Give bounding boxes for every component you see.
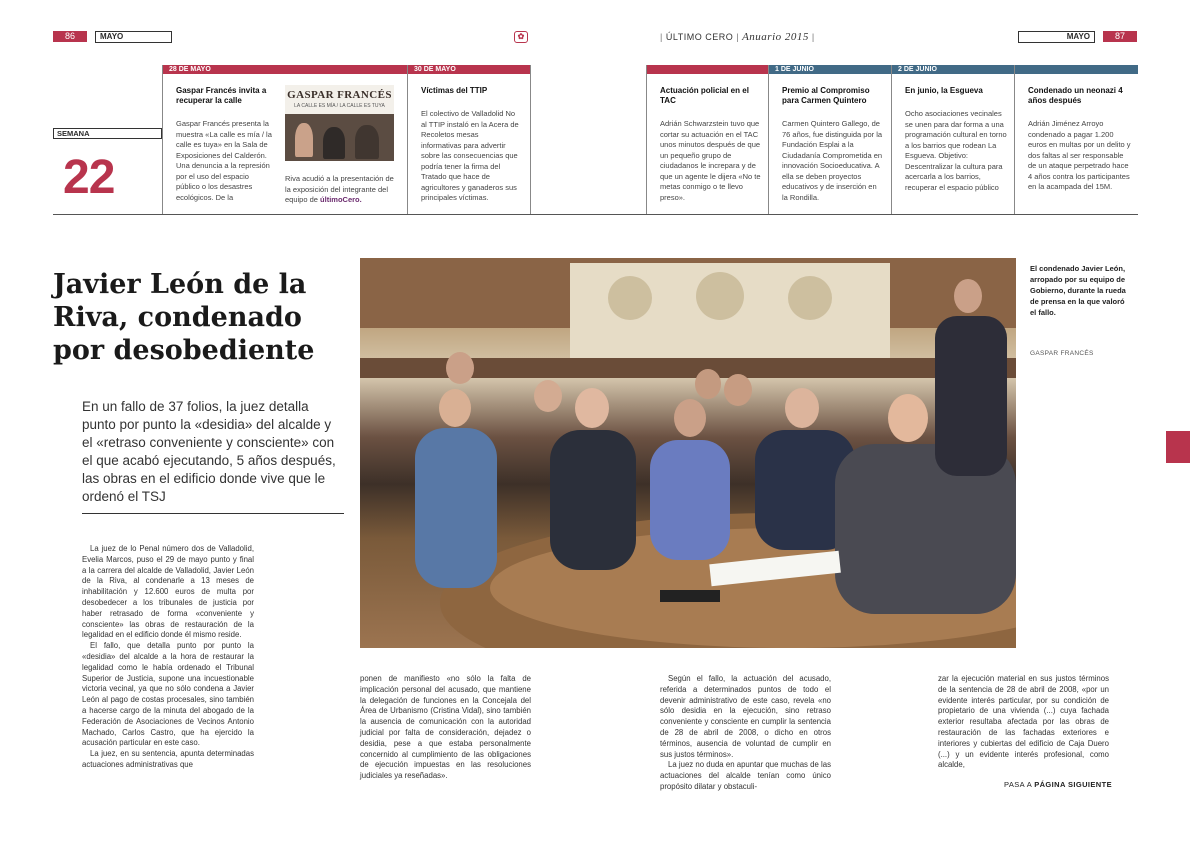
brand-mention: últimoCero. (320, 195, 362, 204)
divider (407, 65, 408, 215)
article-column-4 (938, 674, 1109, 771)
press-conference-illustration (360, 258, 1016, 648)
item-text: El colectivo de Valladolid No al TTIP instaló en la Acera de Recoletos mesas informativas para advertir sobre las consecuencias que podría tener la firma del Tratado que hace de agricultores y ganaderos sus principales víctimas. (421, 109, 519, 202)
paragraph: La juez de lo Penal número dos de Valladolid, Evelia Marcos, puso el 29 de mayo punto y final a la carrera del alcalde de Valladolid, Javier León de la Riva, al condenarle a 13 meses de inhabilitación y 12.600 euros de multa por desobedecer a los tribunales de justicia por haber retrasado de forma «conveniente y consciente» las obras de restauración de la legalidad en el edificio donde él mismo reside. (82, 544, 254, 640)
timeline-item (176, 86, 272, 203)
continue-indicator: PASA A PÁGINA SIGUIENTE (1004, 780, 1112, 789)
photo-caption: El condenado Javier León, arropado por su equipo de Gobierno, durante la rueda de prensa en la que valoró el fallo. (1030, 264, 1126, 317)
timeline-item (660, 86, 762, 203)
divider (646, 65, 647, 215)
photo-subtitle: LA CALLE ES MÍA / LA CALLE ES TUYA (294, 103, 385, 109)
continue-target: PÁGINA SIGUIENTE (1034, 780, 1112, 789)
timeline-item (1028, 86, 1132, 193)
item-text: Adrián Jiménez Arroyo condenado a pagar 1.200 euros en multas por un delito y dos faltas al ser responsable de un ataque perpetrado hace 4 años contra los participantes en la acampada del 15M. (1028, 119, 1131, 191)
week-label: SEMANA (53, 128, 162, 139)
photo-caption: Riva acudió a la presentación de la exposición del integrante del equipo de últimoCero. (285, 174, 394, 204)
divider (891, 65, 892, 215)
timeline-item (782, 86, 884, 203)
deck-rule (82, 513, 344, 514)
timeline-item (421, 86, 521, 204)
article-deck: En un fallo de 37 folios, la juez detalla punto por punto la «desidia» del alcalde y el «retraso conveniente y consciente» con el que acabó ejecutando, 5 años después, las obras en el edificio donde vive que le ordenó el TSJ (82, 399, 336, 504)
item-title: Condenado un neonazi 4 años después (1028, 86, 1123, 105)
date-bar: 2 DE JUNIO (892, 65, 1138, 74)
article-column-1 (82, 544, 254, 771)
brand-name: ÚLTIMO CERO (665, 32, 734, 42)
article-column-2 (360, 674, 531, 782)
month-label-right: MAYO (1018, 31, 1095, 43)
item-text: Carmen Quintero Gallego, de 76 años, fue distinguida por la Fundación Esplai a la Ciudadanía Comprometida en innovación Socioeducativa. A ella se deben proyectos educativos y de inserción en la Rondilla. (782, 119, 883, 202)
timeline-item (905, 86, 1007, 193)
item-title: Premio al Compromiso para Carmen Quintero (782, 86, 870, 105)
date-bar-empty (646, 65, 768, 74)
date-bar: 1 DE JUNIO (769, 65, 891, 74)
week-number: 22 (63, 151, 115, 204)
ultimo-cero-logo-icon: ✿ (514, 31, 528, 43)
paragraph: ponen de manifiesto «no sólo la falta de implicación personal del acusado, que mantiene la delegación de funciones en la Concejala del Área de Urbanismo (Cristina Vidal), sino también la ausencia de comunicación con la autoridad judicial por falta de consideración, dejadez o desidia, pese a que estaba personalmente concernido al cumplimiento de las obligaciones de ejecución impuestas en las resoluciones judiciales ya reseñadas». (360, 674, 531, 781)
date-bar: 28 DE MAYO (163, 65, 407, 74)
item-text: Ocho asociaciones vecinales se unen para dar forma a una programación cultural en torno a los barrios que rodean La Esgueva. Objetivo: Descentralizar la cultura para acercarla a los barrios, recuperar el espacio público (905, 109, 1007, 192)
item-title: Víctimas del TTIP (421, 86, 488, 95)
section-tab (1166, 431, 1190, 463)
divider (1014, 65, 1015, 215)
annual-label: Anuario 2015 (742, 31, 809, 43)
photo-credit: GASPAR FRANCÉS (1030, 350, 1094, 357)
article-column-3 (660, 674, 831, 793)
item-text: Adrián Schwarzstein tuvo que cortar su actuación en el TAC unos minutos después de que un pequeño grupo de ciudadanos le increpara y de que un agente le dijera «No te metas conmigo o te llevo preso». (660, 119, 761, 202)
month-label-left: MAYO (95, 31, 172, 43)
date-bar: 30 DE MAYO (408, 65, 530, 74)
photo-title: GASPAR FRANCÉS (287, 89, 392, 101)
item-title: Gaspar Francés invita a recuperar la calle (176, 86, 267, 105)
paragraph: La juez no duda en apuntar que muchas de las actuaciones del alcalde tenían como único propósito dilatar y obstaculi- (660, 760, 831, 791)
page-number-right: 87 (1103, 31, 1137, 42)
exhibition-photo (285, 85, 394, 161)
article-headline: Javier León de la Riva, condenado por desobediente (53, 269, 315, 366)
masthead: | ÚLTIMO CERO | Anuario 2015 | (660, 31, 815, 43)
main-photo (360, 258, 1016, 648)
page-number-left: 86 (53, 31, 87, 42)
item-title: En junio, la Esgueva (905, 86, 983, 95)
paragraph: El fallo, que detalla punto por punto la «desidia» del alcalde a la hora de restaurar la legalidad como le había ordenado el Tribunal Superior de Justicia, supone una incuestionable victoria vecinal, ya que no sólo condena a Javier León al pago de costas procesales, sino también a hacerse cargo de la minuta del abogado de la Federación de Asociaciones de Vecinos Antonio Machado, Carlos Castro, que ha ejercido la acusación particular en este caso. (82, 641, 254, 748)
paragraph: Según el fallo, la actuación del acusado, referida a determinados puntos de todo el devenir administrativo de este caso, revela «no sólo desidia en la ejecución, sino retraso conveniente y consciente en cumplir la sentencia de 28 de abril de 2008, o dicho en otros términos, ausencia de voluntad de cumplir en sus justos términos». (660, 674, 831, 759)
divider (530, 65, 531, 215)
strip-bottom-rule (53, 214, 1138, 215)
item-title: Actuación policial en el TAC (660, 86, 749, 105)
paragraph: zar la ejecución material en sus justos términos de la sentencia de 28 de abril de 2008, «por un evidente interés particular, por su condición de propietario de una vivienda (...) cuya fachada exterior resultaba afectada por las obras de restauración de las fachadas exteriores e interiores y cubiertas del edificio de Caja Duero (...) y un evidente interés profesional, como alcalde, (938, 674, 1109, 770)
paragraph: La juez, en su sentencia, apunta determinadas actuaciones administrativas que (82, 749, 254, 769)
item-text: Gaspar Francés presenta la muestra «La calle es mía / la calle es tuya» en la Sala de Exposiciones del Calderón. Una denuncia a la represión por el uso del espacio público o los desastres ecológicos. De la (176, 119, 272, 202)
divider (768, 65, 769, 215)
divider (162, 65, 163, 215)
